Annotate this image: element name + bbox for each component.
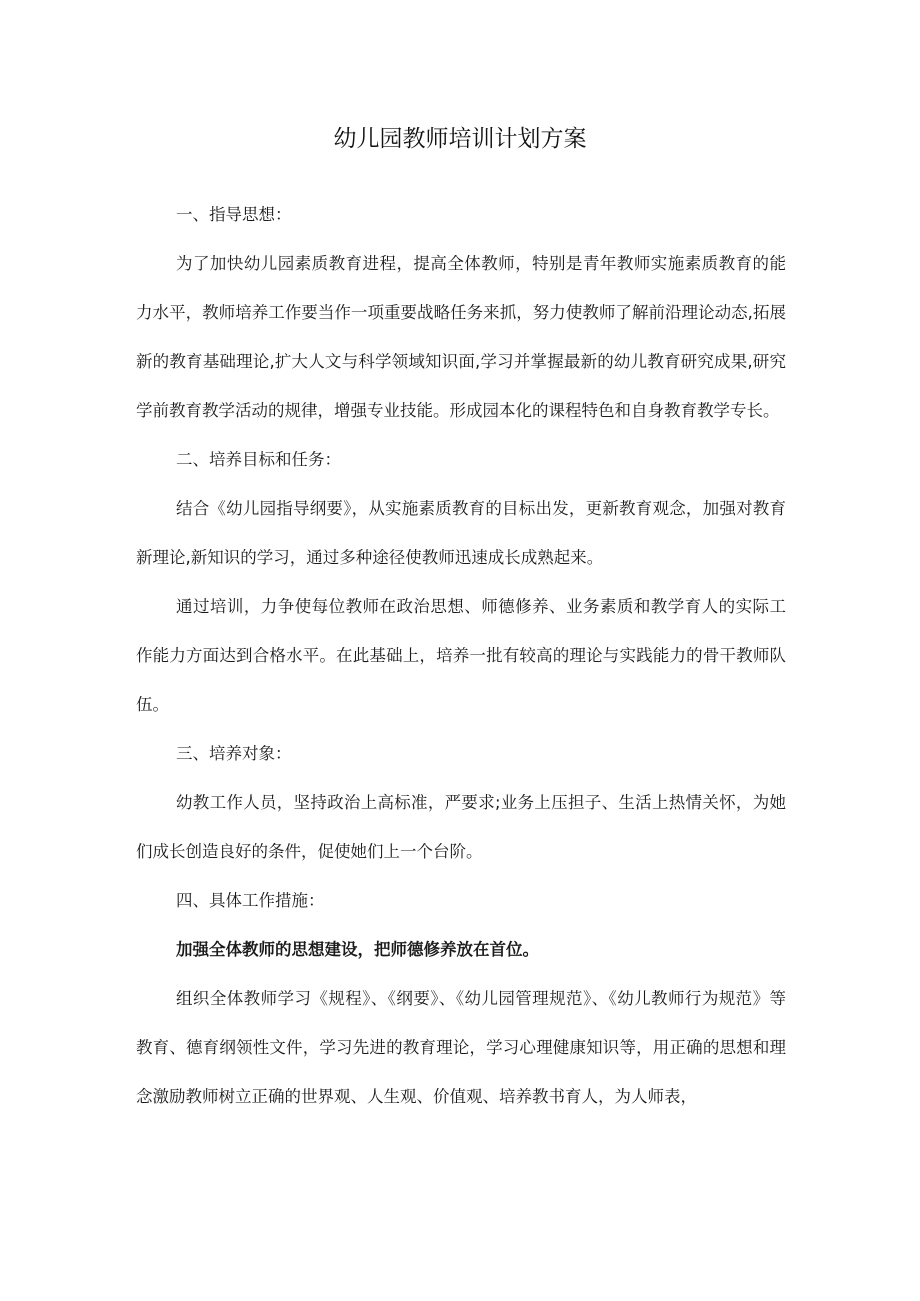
- document-body: [136, 190, 786, 1121]
- paragraph-goals-2: 通过培训，力争使每位教师在政治思想、师德修养、业务素质和教学育人的实际工作能力方面达到合格水平。在此基础上，培养一批有较高的理论与实践能力的骨干教师队伍。: [136, 597, 786, 714]
- section-heading-training-targets: 三、培养对象：: [176, 744, 292, 763]
- document-title: 幼儿园教师培训计划方案: [333, 126, 587, 152]
- section-heading-guiding-ideology: 一、指导思想：: [176, 205, 292, 224]
- paragraph-training-targets: 幼教工作人员，坚持政治上高标准，严要求;业务上压担子、生活上热情关怀，为她们成长创造良好的条件，促使她们上一个台阶。: [136, 793, 786, 861]
- section-heading-measures: 四、具体工作措施：: [176, 891, 325, 910]
- paragraph-goals-1: 结合《幼儿园指导纲要》，从实施素质教育的目标出发，更新教育观念，加强对教育新理论,新知识的学习，通过多种途径使教师迅速成长成熟起来。: [136, 499, 786, 567]
- section-heading-goals-tasks: 二、培养目标和任务：: [176, 450, 341, 469]
- paragraph-guiding-ideology: 为了加快幼儿园素质教育进程，提高全体教师，特别是青年教师实施素质教育的能力水平，教师培养工作要当作一项重要战略任务来抓，努力使教师了解前沿理论动态,拓展新的教育基础理论,扩大人文与科学领域知识面,学习并掌握最新的幼儿教育研究成果,研究学前教育教学活动的规律，增强专业技能。形成园本化的课程特色和自身教育教学专长。: [136, 254, 786, 420]
- subheading-ethics: 加强全体教师的思想建设，把师德修养放在首位。: [176, 940, 539, 959]
- paragraph-ethics: 组织全体教师学习《规程》、《纲要》、《幼儿园管理规范》、《幼儿教师行为规范》等教育、德育纲领性文件，学习先进的教育理论，学习心理健康知识等，用正确的思想和理念激励教师树立正确的世界观、人生观、价值观、培养教书育人，为人师表，: [136, 989, 786, 1106]
